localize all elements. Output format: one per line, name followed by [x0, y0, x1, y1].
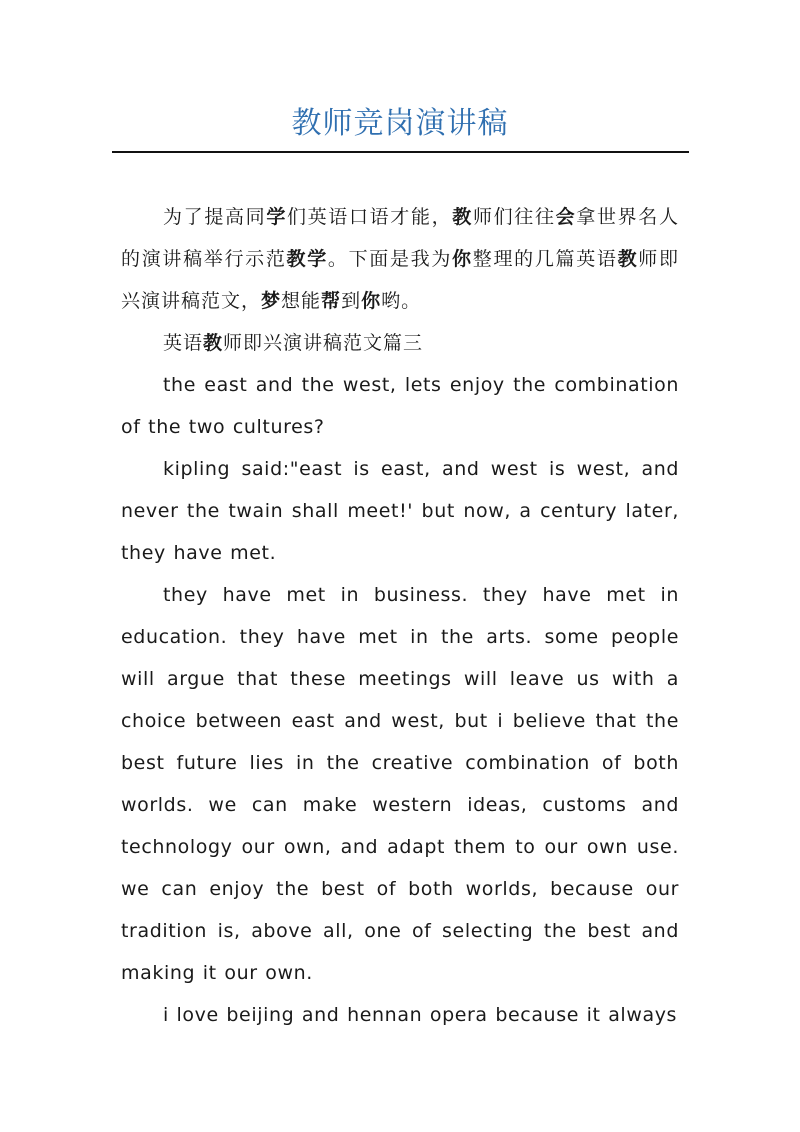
- intro-bold-text: 教学: [286, 248, 328, 270]
- intro-paragraph: [121, 196, 679, 322]
- document-body: [121, 196, 679, 1036]
- title-underline: [112, 151, 689, 153]
- body-paragraph: i love beijing and hennan opera because it always: [163, 1004, 678, 1026]
- intro-text: 整理的几篇英语: [472, 248, 618, 270]
- intro-text: 。下面是我为: [327, 248, 453, 270]
- intro-bold-text: 你: [361, 290, 382, 312]
- document-title: 教师竞岗演讲稿: [291, 106, 509, 141]
- intro-text: 拿世界名人的演讲稿举行示范: [121, 206, 679, 270]
- section-subheading: [121, 322, 679, 364]
- intro-text: 想能: [281, 290, 322, 312]
- subheading-text: 师即兴演讲稿范文篇三: [223, 332, 424, 354]
- intro-bold-text: 梦: [261, 290, 282, 312]
- intro-bold-text: 教: [617, 248, 639, 270]
- intro-text: 师们往往: [472, 206, 556, 228]
- intro-text: 师即兴演讲稿范文，: [121, 248, 679, 312]
- body-paragraph: the east and the west, lets enjoy the combination of the two cultures?: [121, 374, 679, 438]
- intro-text: 们英语口语才能，: [286, 206, 453, 228]
- body-paragraph: kipling said:"east is east, and west is west, and never the twain shall meet!' but now, a century later, they have met.: [121, 458, 679, 564]
- intro-bold-text: 教: [452, 206, 473, 228]
- intro-bold-text: 会: [555, 206, 577, 228]
- intro-text: 到: [341, 290, 362, 312]
- body-paragraph: they have met in business. they have met in education. they have met in the arts. some people will argue that these meetings will leave us with a choice between east and west, but i believe that the best future lies in the creative combination of both worlds. we can make western ideas, customs and technology our own, and adapt them to our own use. we can enjoy the best of both worlds, because our tradition is, above all, one of selecting the best and making it our own.: [121, 584, 679, 984]
- intro-text: 为了提高同: [163, 206, 267, 228]
- intro-bold-text: 学: [266, 206, 287, 228]
- intro-bold-text: 帮: [321, 290, 342, 312]
- subheading-text: 英语: [163, 332, 204, 354]
- intro-bold-text: 你: [452, 248, 473, 270]
- subheading-bold-text: 教: [203, 332, 224, 354]
- intro-text: 哟。: [381, 290, 422, 312]
